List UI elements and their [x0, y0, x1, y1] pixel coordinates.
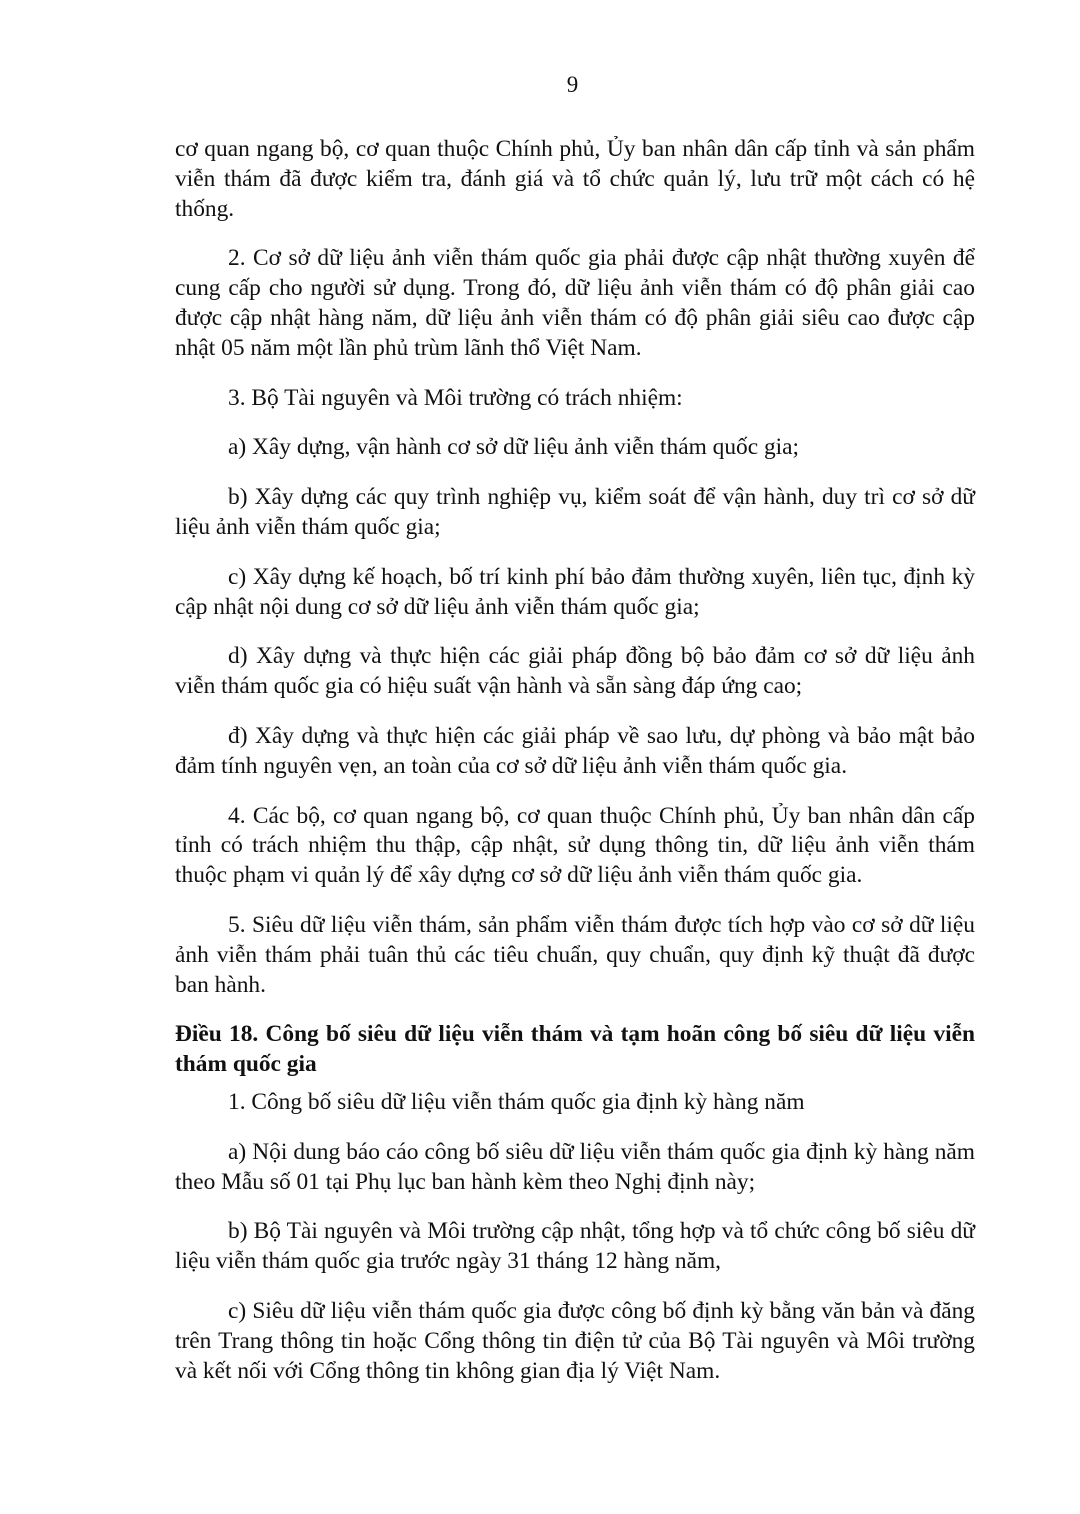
- paragraph-continuation: cơ quan ngang bộ, cơ quan thuộc Chính phủ, Ủy ban nhân dân cấp tỉnh và sản phẩm viễn thám đã được kiểm tra, đánh giá và tổ chức quản lý, lưu trữ một cách có hệ thống.: [175, 136, 975, 222]
- page-number: 9: [566, 72, 579, 97]
- article-item-c: c) Siêu dữ liệu viễn thám quốc gia được công bố định kỳ bằng văn bản và đăng trên Trang thông tin hoặc Cổng thông tin điện tử của Bộ Tài nguyên và Môi trường và kết nối với Cổng thông tin không gian địa lý Việt Nam.: [175, 1297, 975, 1384]
- paragraph-clause-3: 3. Bộ Tài nguyên và Môi trường có trách nhiệm:: [228, 384, 683, 411]
- article-clause-1: 1. Công bố siêu dữ liệu viễn thám quốc gia định kỳ hàng năm: [228, 1088, 805, 1115]
- paragraph-item-a: a) Xây dựng, vận hành cơ sở dữ liệu ảnh viễn thám quốc gia;: [228, 434, 800, 461]
- article-heading: Điều 18. Công bố siêu dữ liệu viễn thám và tạm hoãn công bố siêu dữ liệu viễn thám quốc gia: [175, 1021, 975, 1078]
- paragraph-item-c: c) Xây dựng kế hoạch, bố trí kinh phí bảo đảm thường xuyên, liên tục, định kỳ cập nhật nội dung cơ sở dữ liệu ảnh viễn thám quốc gia;: [175, 563, 975, 620]
- document-body: [175, 135, 975, 1406]
- article-item-a: a) Nội dung báo cáo công bố siêu dữ liệu viễn thám quốc gia định kỳ hàng năm theo Mẫu số 01 tại Phụ lục ban hành kèm theo Nghị định này;: [175, 1138, 975, 1195]
- paragraph-item-dd: đ) Xây dựng và thực hiện các giải pháp về sao lưu, dự phòng và bảo mật bảo đảm tính nguyên vẹn, an toàn của cơ sở dữ liệu ảnh viễn thám quốc gia.: [175, 722, 975, 779]
- paragraph-item-d: d) Xây dựng và thực hiện các giải pháp đồng bộ bảo đảm cơ sở dữ liệu ảnh viễn thám quốc gia có hiệu suất vận hành và sẵn sàng đáp ứng cao;: [175, 643, 975, 700]
- paragraph-clause-2: 2. Cơ sở dữ liệu ảnh viễn thám quốc gia phải được cập nhật thường xuyên để cung cấp cho người sử dụng. Trong đó, dữ liệu ảnh viễn thám có độ phân giải cao được cập nhật hàng năm, dữ liệu ảnh viễn thám có độ phân giải siêu cao được cập nhật 05 năm một lần phủ trùm lãnh thổ Việt Nam.: [175, 245, 975, 361]
- paragraph-clause-5: 5. Siêu dữ liệu viễn thám, sản phẩm viễn thám được tích hợp vào cơ sở dữ liệu ảnh viễn thám phải tuân thủ các tiêu chuẩn, quy chuẩn, quy định kỹ thuật đã được ban hành.: [175, 911, 975, 998]
- paragraph-clause-4: 4. Các bộ, cơ quan ngang bộ, cơ quan thuộc Chính phủ, Ủy ban nhân dân cấp tỉnh có trách nhiệm thu thập, cập nhật, sử dụng thông tin, dữ liệu ảnh viễn thám thuộc phạm vi quản lý để xây dựng cơ sở dữ liệu ảnh viễn thám quốc gia.: [175, 802, 975, 889]
- paragraph-item-b: b) Xây dựng các quy trình nghiệp vụ, kiểm soát để vận hành, duy trì cơ sở dữ liệu ảnh viễn thám quốc gia;: [175, 484, 975, 540]
- article-item-b: b) Bộ Tài nguyên và Môi trường cập nhật, tổng hợp và tổ chức công bố siêu dữ liệu viễn thám quốc gia trước ngày 31 tháng 12 hàng năm,: [175, 1218, 975, 1275]
